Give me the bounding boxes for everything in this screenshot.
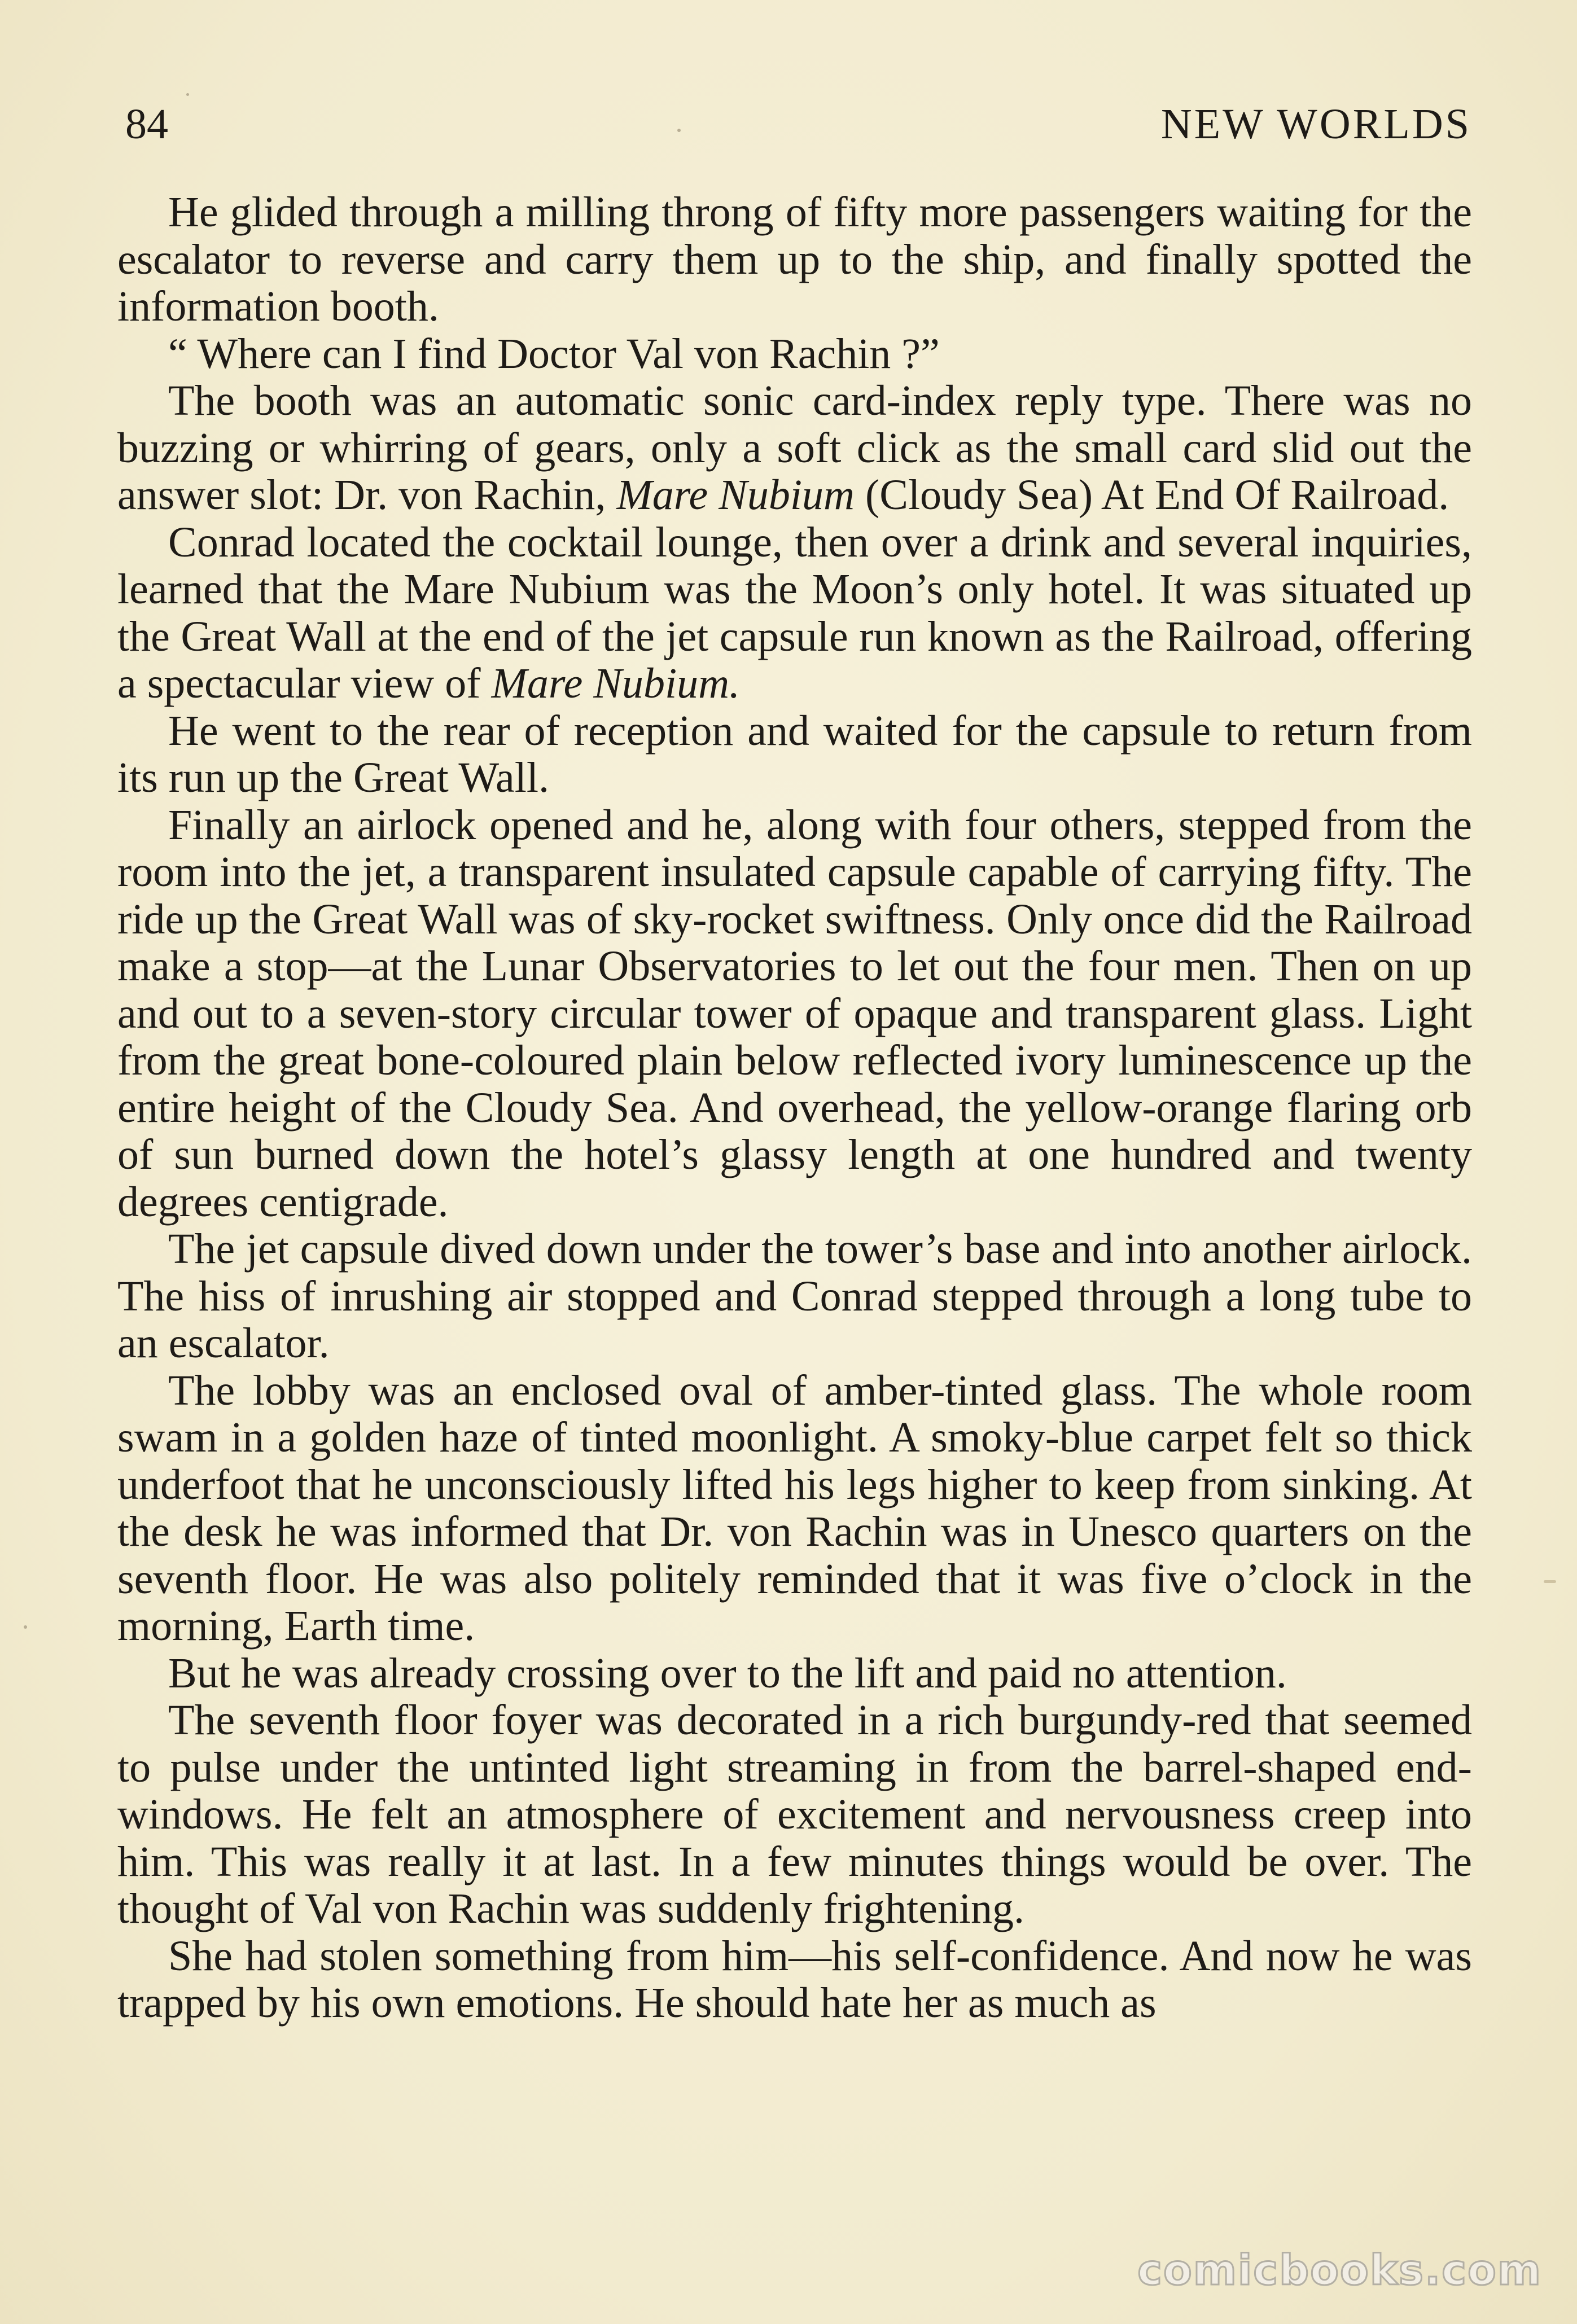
paper-speck (677, 129, 681, 132)
paragraph: He glided through a milling throng of fifty more passengers waiting for the escalator to reverse and carry them up to the ship, and finally spotted the information booth. (117, 188, 1472, 330)
paragraph: But he was already crossing over to the lift and paid no attention. (168, 1649, 1287, 1697)
paragraph: The seventh floor foyer was decorated in a rich burgundy-red that seemed to pulse under the untinted light streaming in from the barrel-shaped end-windows. He felt an atmosphere of excitement and nervousness creep into him. This was really it at last. In a few minutes things would be over. The thought of Val von Rachin was suddenly frightening. (117, 1696, 1472, 1932)
paper-speck (24, 1625, 27, 1629)
paragraph: Finally an airlock opened and he, along with four others, stepped from the room into the jet, a transparent insulated capsule capable of carrying fifty. The ride up the Great Wall was of sky-rocket swiftness. Only once did the Railroad make a stop—at the Lunar Observatories to let out the four men. Then on up and out to a seven-story circular tower of opaque and transparent glass. Light from the great bone-coloured plain below reflected ivory luminescence up the entire height of the Cloudy Sea. And overhead, the yellow-orange flaring orb of sun burned down the hotel’s glassy length at one hundred and twenty degrees centigrade. (117, 801, 1472, 1226)
paragraph: “ Where can I find Doctor Val von Rachin ?” (168, 330, 940, 378)
paragraph: She had stolen something from him—his self-confidence. And now he was trapped by his own emotions. He should hate her as much as (117, 1932, 1472, 2027)
paper-speck (186, 93, 189, 96)
watermark-logo: comicbooks.com (1137, 2246, 1542, 2295)
paragraph: He went to the rear of reception and waited for the capsule to return from its run up the Great Wall. (117, 707, 1472, 801)
page-header (125, 96, 1471, 152)
paragraph: Conrad located the cocktail lounge, then over a drink and several inquiries, learned that the Mare Nubium was the Moon’s only hotel. It was situated up the Great Wall at the end of the jet capsule run known as the Railroad, offering a spectacular view of Mare Nubium. (117, 518, 1472, 707)
paragraph: The jet capsule dived down under the tower’s base and into another airlock. The hiss of inrushing air stopped and Conrad stepped through a long tube to an escalator. (117, 1225, 1472, 1367)
paper-speck (1544, 1580, 1556, 1583)
italic-text: Mare Nubium (616, 471, 855, 519)
paragraph: The booth was an automatic sonic card-index reply type. There was no buzzing or whirring of gears, only a soft click as the small card slid out the answer slot: Dr. von Rachin, Mare Nubium (Cloudy Sea) At End Of Railroad. (117, 377, 1472, 519)
paragraph: The lobby was an enclosed oval of amber-tinted glass. The whole room swam in a golden haze of tinted moonlight. A smoky-blue carpet felt so thick underfoot that he unconsciously lifted his legs higher to keep from sinking. At the desk he was informed that Dr. von Rachin was in Unesco quarters on the seventh floor. He was also politely reminded that it was five o’clock in the morning, Earth time. (117, 1366, 1472, 1650)
italic-text: Mare Nubium. (491, 660, 741, 707)
body-text (117, 189, 1472, 2027)
running-title: NEW WORLDS (1160, 100, 1471, 148)
page-number: 84 (125, 100, 168, 148)
